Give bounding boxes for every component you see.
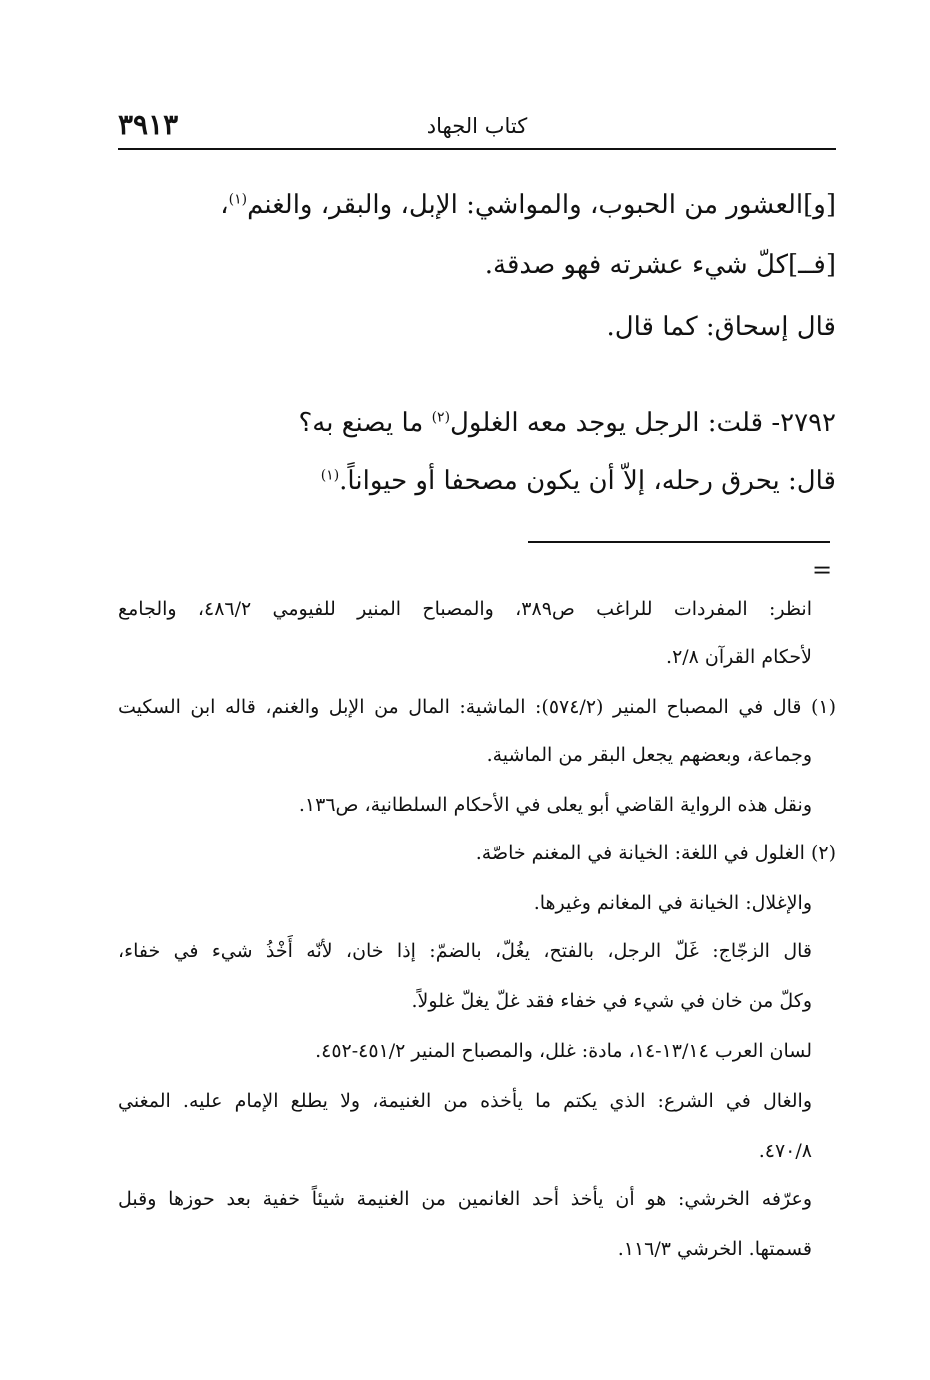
footnote-marker: (١) [320,467,340,484]
page-number: ٣٩١٣ [118,108,179,141]
page-header [118,104,836,146]
header-rule [118,148,836,150]
running-head: كتاب الجهاد [426,114,528,138]
footnote-line: ٤٧٠/٨. [758,1140,812,1162]
footnote-line: انظر: المفردات للراغب ص٣٨٩، والمصباح المنير للفيومي ٤٨٦/٢، والجامع [118,598,812,620]
main-line [118,190,836,220]
footnote-line: ونقل هذه الرواية القاضي أبو يعلى في الأحكام السلطانية، ص١٣٦. [298,794,812,816]
footnote-rule [528,541,830,543]
continued-mark: = [812,556,833,584]
main-line [118,312,836,342]
main-line [118,466,836,496]
footnote-line: وجماعة، وبعضهم يجعل البقر من الماشية. [486,744,812,766]
footnote-line: قال الزجّاج: غَلّ الرجل، بالفتح، يغُلّ، بالضمّ: إذا خان، لأنّه أَخْذُ شيء في خفاء، [118,940,812,962]
footnote-marker: (١) [228,191,248,208]
main-line [118,408,836,438]
footnote-line: قسمتها. الخرشي ١١٦/٣. [617,1238,812,1260]
footnote-line: (١) قال في المصباح المنير (٥٧٤/٢): الماشية: المال من الإبل والغنم، قاله ابن السكيت [118,696,837,718]
footnote-marker: (٢) [431,409,451,426]
main-line-text: [فــ]كلّ شيء عشرته فهو صدقة. [484,250,836,280]
footnote-line: وكلّ من خان في شيء في خفاء فقد غلّ يغلّ غلولاً. [411,990,812,1012]
main-line-tail: ، [220,190,229,220]
main-line-text: ٢٧٩٢- قلت: الرجل يوجد معه الغلول [450,408,836,438]
main-line-text: قال: يحرق رحله، إلاّ أن يكون مصحفا أو حيواناً. [339,466,836,496]
main-line-tail: ما يصنع به؟ [298,408,432,438]
footnote-line: والإغلال: الخيانة في المغانم وغيرها. [533,892,812,914]
footnote-line: (٢) الغلول في اللغة: الخيانة في المغنم خاصّة. [475,842,836,864]
main-line-text: قال إسحاق: كما قال. [606,312,836,342]
footnote-line: والغال في الشرع: الذي يكتم ما يأخذه من الغنيمة، ولا يطلع الإمام عليه. المغني [118,1090,812,1112]
footnote-line: وعرّفه الخرشي: هو أن يأخذ أحد الغانمين من الغنيمة شيئاً خفية بعد حوزها وقبل [118,1188,812,1210]
main-line-text: [و]العشور من الحبوب، والمواشي: الإبل، والبقر، والغنم [247,190,836,220]
footnote-line: لسان العرب ١٣/١٤-١٤، مادة: غلل، والمصباح المنير ٤٥١/٢-٤٥٢. [315,1040,812,1062]
main-line [118,250,836,280]
footnote-line: لأحكام القرآن ٢/٨. [666,646,812,668]
